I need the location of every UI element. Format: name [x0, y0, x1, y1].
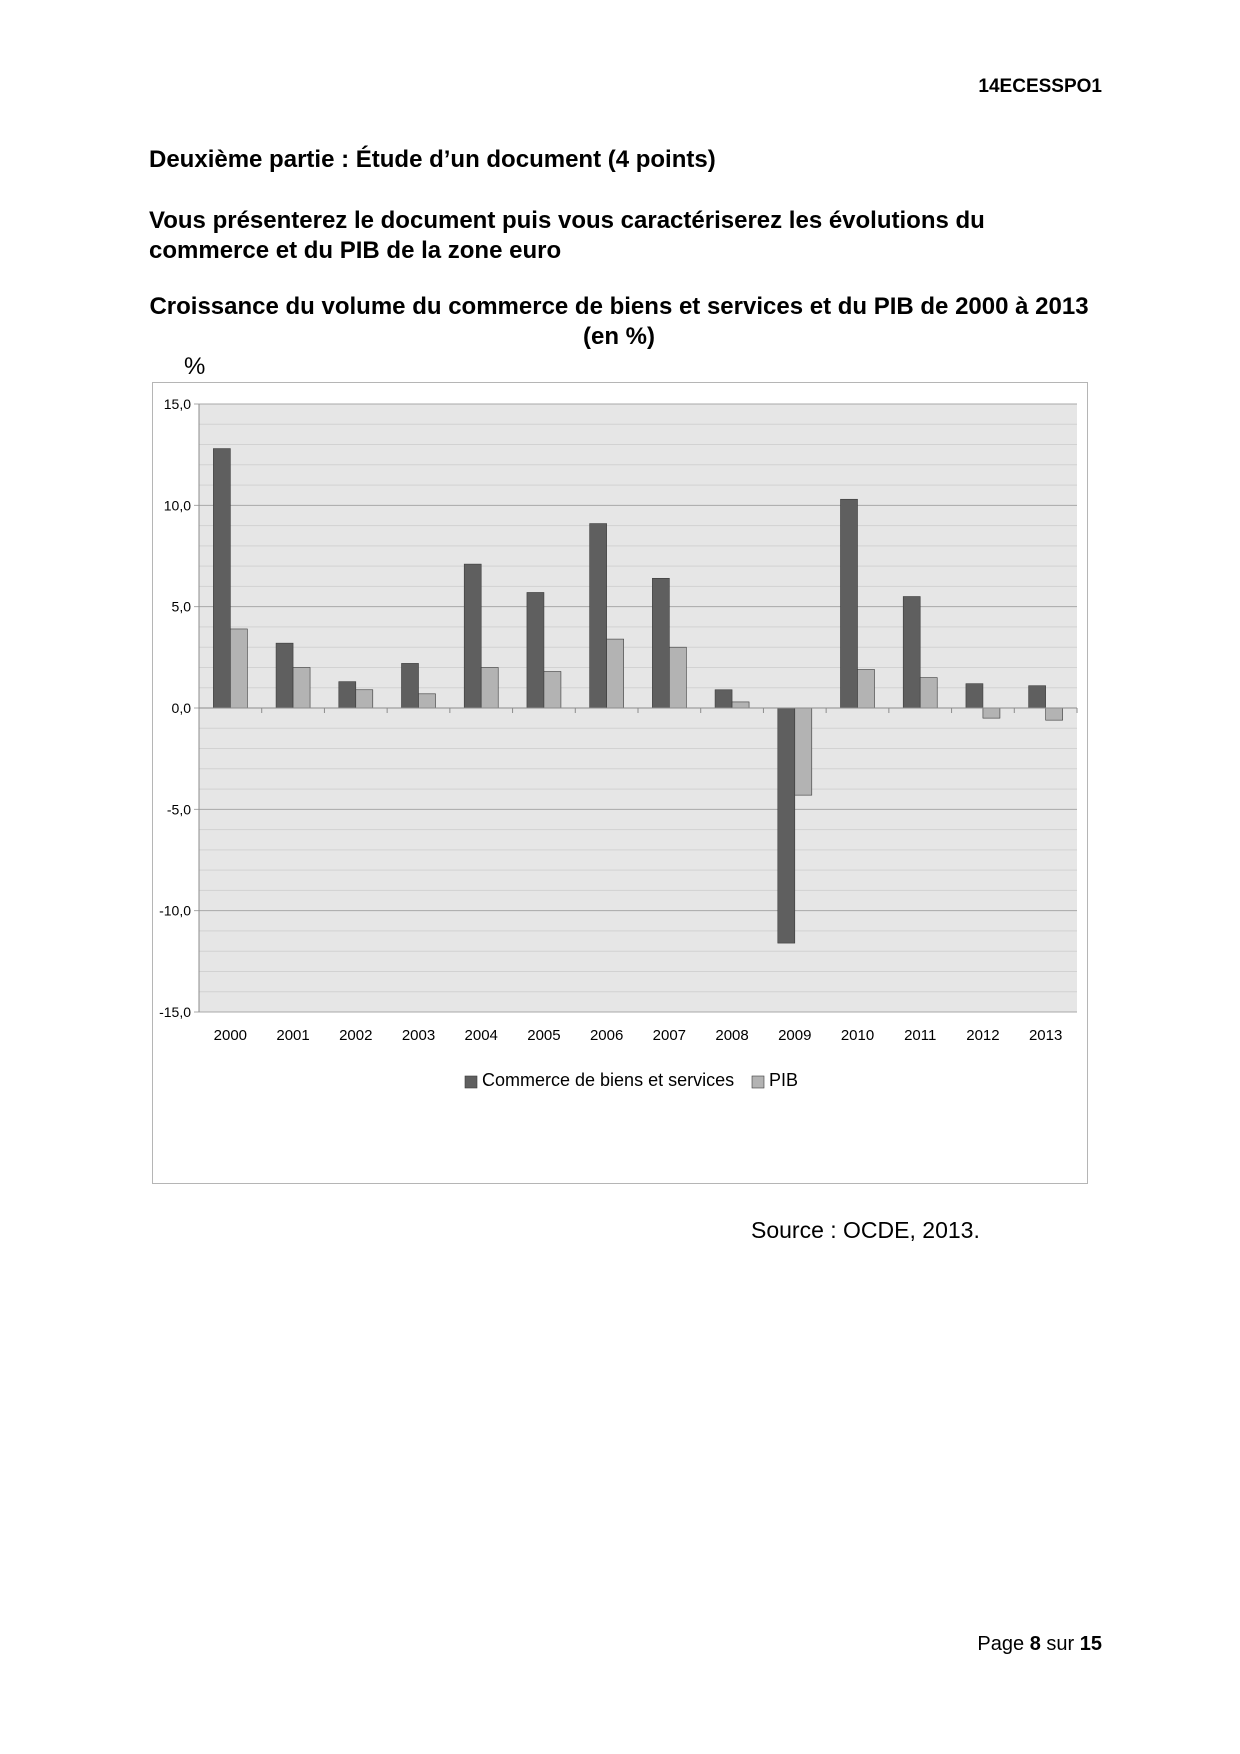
y-tick-label: 5,0	[171, 598, 191, 615]
x-tick-label: 2000	[213, 1027, 248, 1044]
bar-commerce	[339, 682, 356, 708]
document-code: 14ECESSPO1	[978, 76, 1102, 97]
bar-pib	[795, 708, 812, 795]
page-total: 15	[1079, 1633, 1102, 1655]
page-prefix: Page	[977, 1633, 1025, 1655]
bar-chart	[153, 383, 1087, 1183]
x-tick-label: 2007	[652, 1027, 687, 1044]
x-tick-label: 2008	[715, 1027, 749, 1044]
bar-pib	[419, 694, 436, 708]
bar-commerce	[276, 643, 293, 708]
bar-pib	[920, 678, 937, 708]
x-tick-label: 2005	[527, 1027, 561, 1044]
bar-commerce	[903, 597, 920, 708]
legend-swatch-pib	[752, 1076, 764, 1088]
bar-commerce	[652, 578, 669, 708]
y-tick-label: 0,0	[171, 700, 191, 716]
y-unit-label: %	[184, 353, 206, 380]
x-tick-label: 2009	[778, 1027, 812, 1044]
bar-pib	[230, 629, 247, 708]
x-tick-label: 2001	[276, 1027, 310, 1044]
bar-commerce	[778, 708, 795, 943]
bar-commerce	[966, 684, 983, 708]
source-note: Source : OCDE, 2013.	[751, 1217, 980, 1243]
chart-title: Croissance du volume du commerce de biens et services et du PIB de 2000 à 2013 (en %)	[149, 293, 1089, 350]
legend-swatch-commerce	[465, 1076, 477, 1088]
bar-pib	[356, 690, 373, 708]
bar-commerce	[402, 663, 419, 708]
y-tick-label: 10,0	[163, 497, 191, 514]
x-tick-label: 2010	[840, 1027, 875, 1044]
legend-label-commerce: Commerce de biens et services	[482, 1070, 735, 1090]
bar-pib	[607, 639, 624, 708]
legend-label-pib: PIB	[769, 1070, 799, 1090]
bar-commerce	[464, 564, 481, 708]
section-heading: Deuxième partie : Étude d’un document (4 points)	[149, 146, 716, 173]
x-tick-label: 2011	[904, 1027, 937, 1044]
y-tick-label: -5,0	[166, 801, 191, 818]
bar-commerce	[1029, 686, 1046, 708]
bar-commerce	[213, 449, 230, 708]
x-tick-label: 2003	[401, 1027, 436, 1044]
bar-pib	[983, 708, 1000, 718]
x-tick-label: 2012	[966, 1027, 1000, 1044]
bar-pib	[293, 667, 310, 708]
bar-commerce	[715, 690, 732, 708]
bar-pib	[732, 702, 749, 708]
bar-pib	[669, 647, 686, 708]
instruction-text: Vous présenterez le document puis vous caractériserez les évolutions du commerce et du PIB de la zone euro	[149, 207, 985, 264]
bar-pib	[544, 672, 561, 708]
x-tick-label: 2002	[339, 1027, 373, 1044]
x-tick-label: 2006	[589, 1027, 624, 1044]
bar-pib	[1046, 708, 1063, 720]
x-tick-label: 2013	[1028, 1027, 1063, 1044]
page-separator: sur	[1046, 1633, 1075, 1655]
x-tick-label: 2004	[464, 1027, 498, 1044]
chart-frame	[152, 382, 1088, 1184]
bar-commerce	[590, 524, 607, 708]
bar-commerce	[841, 499, 858, 708]
bar-pib	[481, 667, 498, 708]
page-number	[977, 1633, 1102, 1656]
y-tick-label: -10,0	[159, 902, 191, 919]
page-current: 8	[1029, 1633, 1041, 1655]
bar-commerce	[527, 592, 544, 708]
y-tick-label: 15,0	[163, 396, 191, 412]
bar-pib	[858, 669, 875, 708]
y-tick-label: -15,0	[159, 1004, 191, 1020]
